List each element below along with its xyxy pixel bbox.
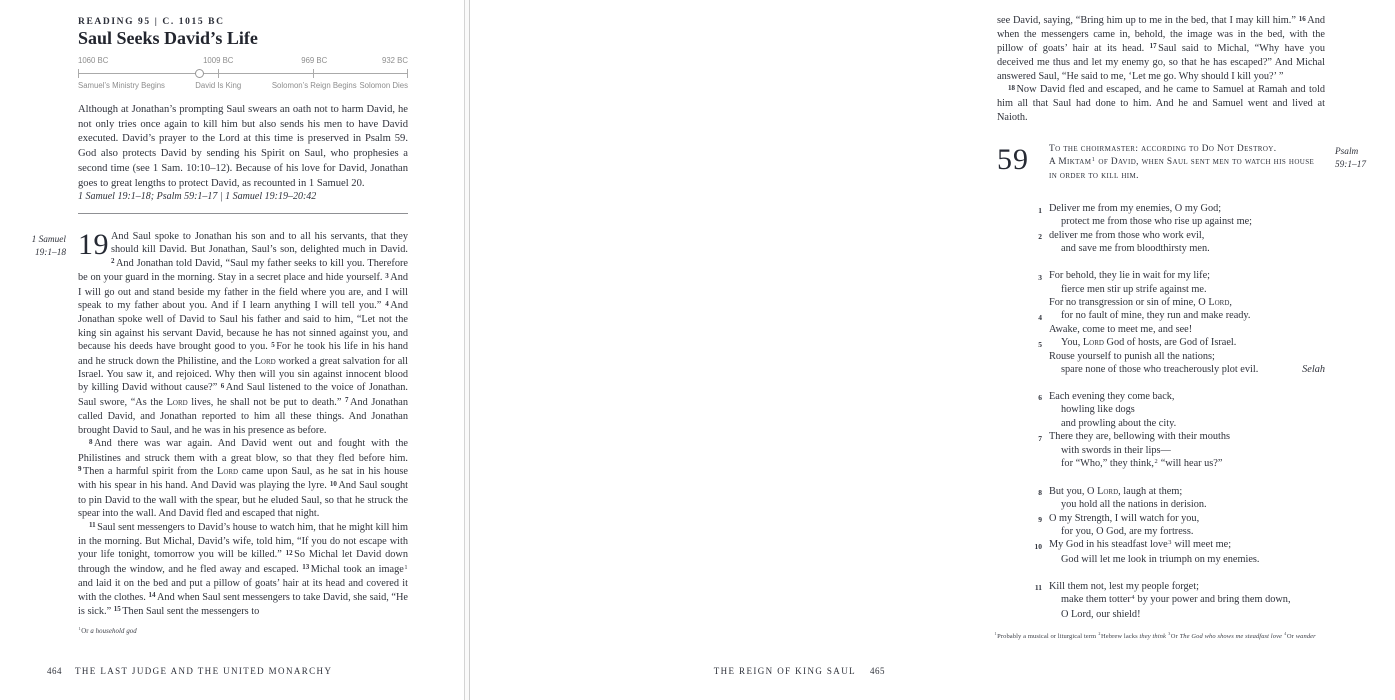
left-page [0, 0, 467, 700]
timeline-date: 1009 BC [203, 56, 234, 65]
text-line: To the choirmaster: according to Do Not Destroy. [1049, 144, 1277, 154]
timeline-date: 932 BC [381, 56, 408, 65]
footnote-marker: 3 [1168, 539, 1172, 547]
verse-number: 12 [285, 548, 293, 557]
psalm-line: you hold all the nations in derision. [1061, 499, 1207, 511]
divine-name: Lord [217, 465, 239, 477]
divider-rule [78, 213, 408, 214]
timeline-event-label: David Is King [195, 81, 242, 90]
timeline-bar [78, 73, 408, 74]
psalm-line: and prowling about the city. [1061, 417, 1177, 429]
timeline-tick [407, 69, 408, 78]
verse-number: 7 [345, 396, 349, 405]
psalm-verse-number: 5 [1038, 339, 1042, 349]
psalm-verse-number: 7 [1038, 433, 1042, 443]
psalm-line: O Lord, our shield! [1061, 608, 1141, 620]
scripture-paragraph: 19 And Saul spoke to Jonathan his son and to all his servants, that they should kill David. But Jonathan, Saul’s son, delighted much in David. $^2$ And Jonathan told David, “Saul my father seeks to kill you. Therefore be on your guard in the morning. Stay in a secret place and hide yourself. $^3$ And I will go out and stand beside my father in the field where you are, and I will speak to my father about you. And if I learn anything I will tell you.” $^4$ And Jonathan spoke well of David to Saul his father and said to him, “Let not the king sin against his servant David, because he has not sinned against you, and because his deeds have brought good to you. $^5$ For he took his life in his hand and he struck down the Philistine, and the Lord worked a great salvation for all Israel. You saw it, and rejoiced. Why then will you sin against innocent blood by killing David without cause?” $^6$ And Saul listened to the voice of Jonathan. Saul swore, “As the Lord lives, he shall not be put to death.” $^7$ And Jonathan called David, and Jonathan reported to him all these things. And Jonathan brought David to Saul, and he was in his presence as before. [78, 228, 409, 436]
scripture-paragraph: see David, saying, “Bring him up to me in the bed, that I may kill him.” $^{16}$ And when the messengers came in, behold, the image was in the bed, with the pillow of goats’ hair at its head. $^{17}$ Saul said to Michal, “Why have you deceived me thus and let my enemy go, so that he has escaped?” And Michal answered Saul, “He said to me, ‘Let me go. Why should I kill you?’ ” [997, 14, 1325, 82]
psalm-line: for “Who,” they think,$^2$ “will hear us?” [1061, 457, 1223, 469]
psalm-line: 2 deliver me from those who work evil, [997, 229, 1325, 242]
psalm-line: 3 For behold, they lie in wait for my life; [997, 269, 1325, 282]
verse-number: 8 [89, 437, 93, 446]
verse-number: 14 [148, 591, 156, 600]
text-line: 59:1–17 [1335, 159, 1366, 170]
margin-reference [12, 234, 66, 259]
intro-paragraph: Although at Jonathan’s prompting Saul swears an oath not to harm David, he not only tries once again to kill him but also sends his men to have David executed. David’s prayer to the Lord at this time is preserved in Psalm 59. God also protects David by sending his Spirit on Saul, who prophesies a second time (see 1 Sam. 10:10–12). Because of his love for David, Jonathan goes to great lengths to protect David, as recounted in 1 Samuel 20. [78, 104, 408, 189]
timeline-tick [218, 69, 219, 78]
psalm-line: howling like dogs [1061, 404, 1135, 416]
running-head: THE REIGN OF KING SAUL [713, 666, 856, 676]
footnote-marker: 1 [404, 563, 408, 571]
timeline-date: 1060 BC [78, 56, 109, 65]
psalm-stanza [997, 485, 1325, 566]
timeline-event-label: Solomon Dies [359, 81, 408, 90]
psalm-line: For no transgression or sin of mine, O Lord, [1049, 296, 1232, 308]
text-line: in order to kill him. [1049, 171, 1139, 181]
psalm-line: 10 My God in his steadfast love$^3$ will meet me; [997, 538, 1325, 552]
italic-text: The God who shows me steadfast love [1179, 633, 1283, 640]
footnote-marker: 2 [1098, 631, 1101, 636]
italic-text: wander [1295, 633, 1316, 640]
psalm-verse-number: 6 [1038, 393, 1042, 403]
psalm-text [997, 202, 1325, 621]
divine-name: Lord [1082, 337, 1104, 349]
page-footer [714, 666, 885, 676]
verse-number: 4 [385, 299, 389, 308]
psalm-verse-number: 2 [1038, 232, 1042, 242]
scripture-paragraph: $^{18}$ Now David fled and escaped, and he came to Samuel at Ramah and told him all that Saul had done to him. And he and Samuel went and lived at Naioth. [997, 83, 1325, 123]
verse-number: 13 [302, 563, 310, 572]
scripture-text-1samuel19 [78, 230, 408, 619]
timeline [78, 56, 408, 92]
psalm-stanza [997, 202, 1325, 256]
psalm-line: 9 O my Strength, I will watch for you, [997, 512, 1325, 525]
footnote-marker: 1 [1091, 157, 1096, 163]
verse-number: 3 [385, 271, 389, 280]
footnote-marker: 1 [994, 631, 997, 636]
footnote-marker: 1 [78, 626, 81, 631]
text-line: 1 Samuel [31, 235, 66, 245]
psalm-verse-number: 8 [1038, 488, 1042, 498]
timeline-labels [78, 81, 408, 92]
divine-name: Lord [1097, 485, 1119, 497]
divine-name: Lord [254, 355, 276, 367]
psalm-line: 1 Deliver me from my enemies, O my God; [997, 202, 1325, 215]
psalm-line: protect me from those who rise up against me; [1061, 216, 1253, 228]
psalm-line: 6 Each evening they come back, [997, 390, 1325, 403]
psalm-line: 11 Kill them not, lest my people forget; [997, 580, 1325, 593]
psalm-line: 4 for no fault of mine, they run and make ready. [997, 309, 1325, 322]
psalm-verse-number: 3 [1038, 272, 1042, 282]
psalm-superscription [1049, 143, 1325, 183]
psalm-stanza [997, 269, 1325, 376]
page-footer [47, 666, 332, 676]
psalm-line: with swords in their lips— [1061, 444, 1171, 456]
footnotes: $^1$Or a household god [78, 626, 137, 635]
psalm-line: make them totter$^4$ by your power and bring them down, [1061, 594, 1291, 606]
footnote-marker: 2 [1154, 457, 1158, 465]
footnote-marker: 4 [1284, 631, 1287, 636]
verse-number: 6 [220, 381, 225, 390]
verse-number: 18 [1008, 83, 1015, 92]
psalm-verse-number: 10 [1034, 541, 1042, 551]
running-head: THE LAST JUDGE AND THE UNITED MONARCHY [75, 666, 333, 676]
timeline-dates [78, 56, 408, 67]
verse-number: 15 [113, 605, 121, 614]
timeline-tick [313, 69, 314, 78]
reading-references: 1 Samuel 19:1–18; Psalm 59:1–17 | 1 Samuel 19:19–20:42 [78, 191, 317, 202]
verse-number: 2 [111, 257, 115, 266]
psalm-chapter-number: 59 [997, 143, 1029, 176]
text-line: Psalm [1335, 147, 1359, 157]
text-line: A Miktam$^1$ of David, when Saul sent men to watch his house [1049, 157, 1315, 167]
timeline-date: 969 BC [301, 56, 328, 65]
psalm-verse-number: 9 [1038, 515, 1042, 525]
chapter-dropcap: 19 [78, 228, 109, 261]
verse-number: 16 [1298, 14, 1306, 23]
psalm-line: and save me from bloodthirsty men. [1061, 243, 1210, 255]
psalm-stanza [997, 390, 1325, 471]
verse-number: 17 [1149, 42, 1157, 51]
timeline-tick [78, 69, 79, 78]
reading-label: READING 95 | C. 1015 BC [78, 17, 225, 27]
divine-name: Lord [166, 396, 188, 408]
scripture-paragraph: $^8$ And there was war again. And David went out and fought with the Philistines and struck them with a great blow, so that they fled before him. $^9$ Then a harmful spirit from the Lord came upon Saul, as he sat in his house with his spear in his hand. And David was playing the lyre. $^{10}$ And Saul sought to pin David to the wall with the spear, but he eluded Saul, so that he struck the spear into the wall. And David fled and escaped that night. [78, 437, 408, 520]
psalm-line: for you, O God, are my fortress. [1061, 526, 1194, 538]
psalm-line: God will let me look in triumph on my enemies. [1061, 553, 1260, 565]
psalm-margin-reference [1335, 146, 1395, 171]
divine-name: Lord [1208, 296, 1230, 308]
passage-title: Saul Seeks David’s Life [78, 28, 258, 48]
psalm-stanza [997, 580, 1325, 621]
scripture-text-continuation [997, 14, 1325, 124]
psalm-verse-number: 1 [1038, 205, 1042, 215]
italic-text: a household god [90, 628, 137, 635]
psalm-line: Awake, come to meet me, and see! [1049, 323, 1193, 335]
timeline-line [78, 69, 408, 78]
verse-number: 5 [271, 340, 275, 349]
text-line: 19:1–18 [35, 247, 66, 258]
footnotes: $^1$Probably a musical or liturgical term $^2$Hebrew lacks they think $^3$Or The God who shows me steadfast love $^4$Or wander [994, 631, 1316, 640]
page-gutter-seam [464, 0, 470, 700]
psalm-line: 7 There they are, bellowing with their mouths [997, 430, 1325, 443]
footnote-marker: 4 [1131, 594, 1135, 602]
italic-text: they think [1139, 633, 1166, 640]
timeline-event-label: Solomon’s Reign Begins [271, 81, 357, 90]
verse-number: 11 [89, 521, 96, 530]
psalm-line: Rouse yourself to punish all the nations; [1049, 350, 1215, 362]
page-number: 464 [47, 666, 62, 676]
psalm-verse-number: 4 [1038, 312, 1042, 322]
timeline-event-label: Samuel’s Ministry Begins [78, 81, 165, 90]
psalm-line: 8 But you, O Lord, laugh at them; [997, 485, 1325, 498]
right-page [467, 0, 1366, 700]
psalm-line: 5 You, Lord God of hosts, are God of Israel. [997, 336, 1325, 349]
verse-number: 9 [78, 465, 82, 474]
verse-number: 10 [329, 479, 337, 488]
psalm-line: spare none of those who treacherously plot evil. Selah [1061, 363, 1325, 375]
psalm-line: fierce men stir up strife against me. [1061, 283, 1207, 295]
timeline-reading-marker [195, 69, 204, 78]
page-number: 465 [870, 666, 885, 676]
selah-label: Selah [1302, 363, 1325, 375]
psalm-verse-number: 11 [1034, 583, 1042, 593]
footnote-marker: 3 [1168, 631, 1171, 636]
scripture-paragraph: $^{11}$ Saul sent messengers to David’s house to watch him, that he might kill him in the morning. But Michal, David’s wife, told him, “If you do not escape with your life tonight, tomorrow you will be killed.” $^{12}$ So Michal let David down through the window, and he fled away and escaped. $^{13}$ Michal took an image$^1$ and laid it on the bed and put a pillow of goats’ hair at its head and covered it with the clothes. $^{14}$ And when Saul sent messengers to take David, she said, “He is sick.” $^{15}$ Then Saul sent the messengers to [78, 521, 408, 617]
